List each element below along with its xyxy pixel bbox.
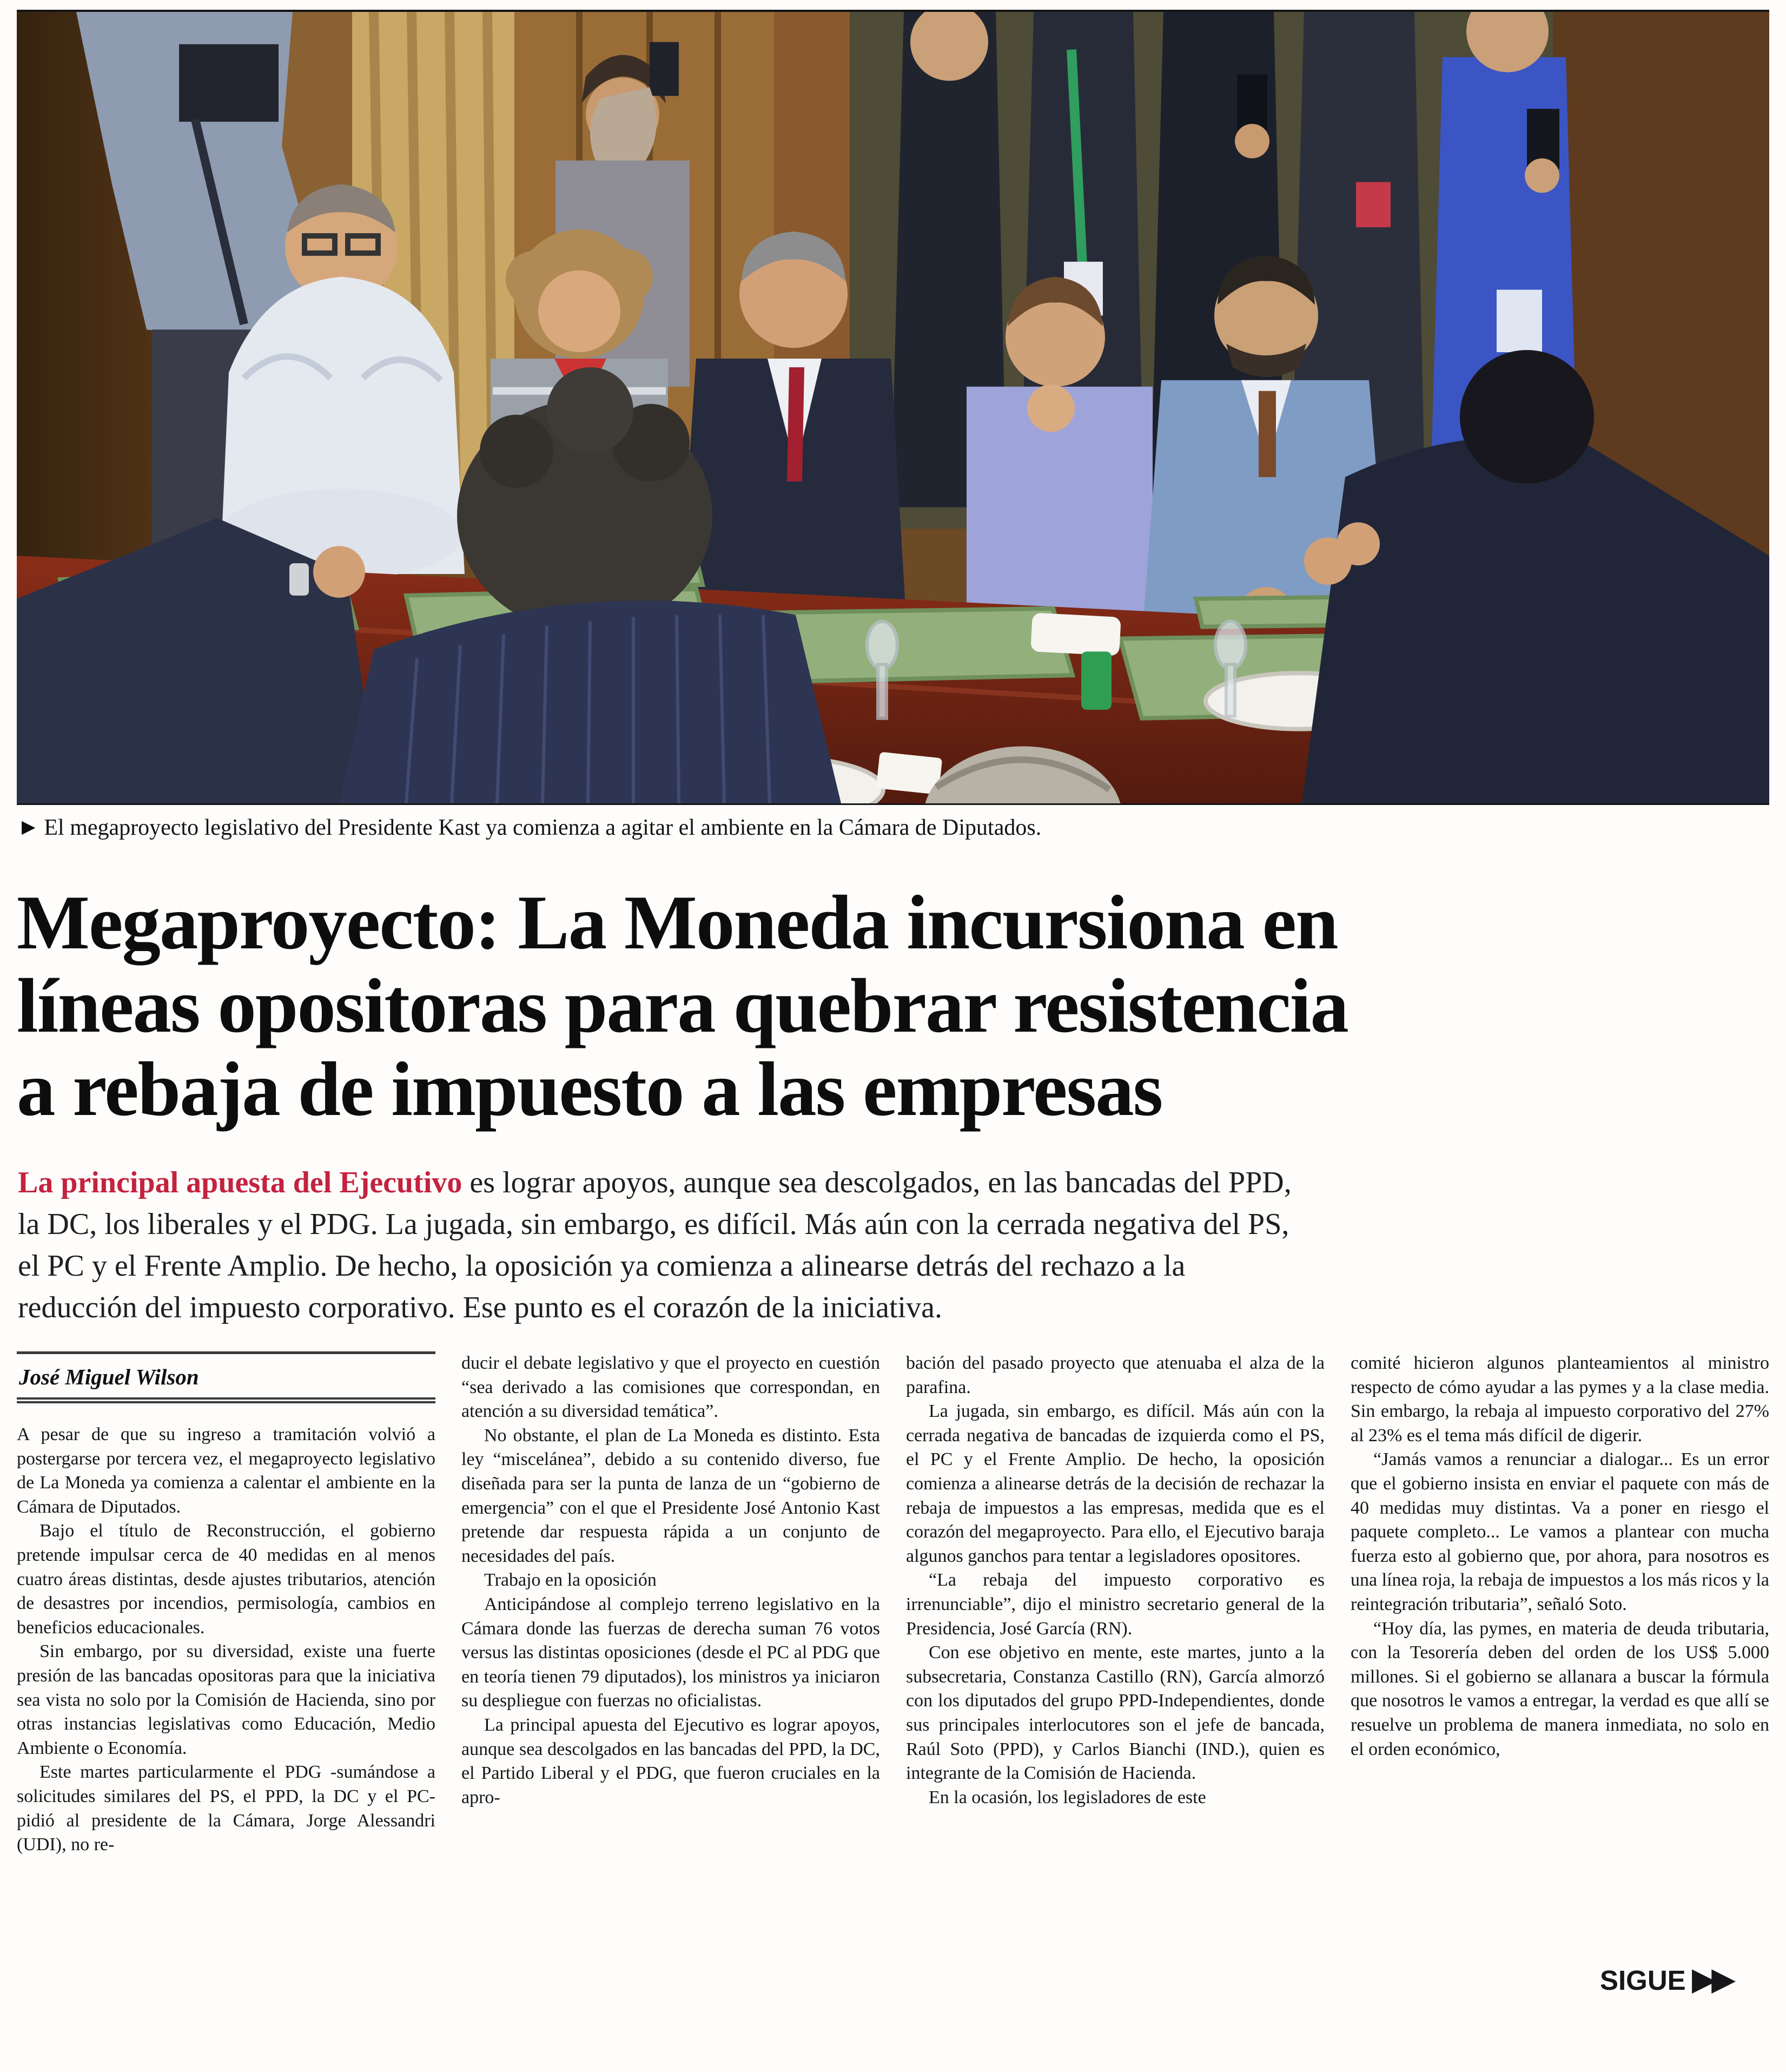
headline-line-2: líneas opositoras para quebrar resistencia xyxy=(17,963,1348,1048)
column-4-text xyxy=(1351,1351,1769,1761)
column-2 xyxy=(461,1351,880,1857)
caption-arrow-icon: ▶ xyxy=(22,817,36,837)
headline-line-3: a rebaja de impuesto a las empresas xyxy=(17,1046,1162,1132)
article-paragraph: “La rebaja del impuesto corporativo es irrenunciable”, dijo el ministro secretario general de la Presidencia, José García (RN). xyxy=(906,1570,1325,1639)
column-1-text xyxy=(17,1423,435,1857)
byline-block xyxy=(17,1351,435,1403)
article-paragraph: La principal apuesta del Ejecutivo es lograr apoyos, aunque sea descolgados en las bancadas del PPD, la DC, el Partido Liberal y el PDG, que fueron cruciales en la apro- xyxy=(461,1714,880,1807)
article-paragraph: “Hoy día, las pymes, en materia de deuda tributaria, con la Tesorería deben del orden de los US$ 5.000 millones. Si el gobierno se allanara a buscar la fórmula que nosotros le vamos a entregar, la verdad es que allí se resuelve un problema de manera inmediata, no solo en el orden económico, xyxy=(1351,1618,1769,1759)
column-3-text xyxy=(906,1351,1325,1810)
photo-caption-text: El megaproyecto legislativo del Presidente Kast ya comienza a agitar el ambiente en la Cámara de Diputados. xyxy=(44,815,1042,840)
article-paragraph: Anticipándose al complejo terreno legislativo en la Cámara donde las fuerzas de derecha suman 76 votos versus las distintas oposiciones (desde el PC al PDG que en teoría tienen 79 diputados), los ministros ya iniciaron su despliegue con fuerzas no oficialistas. xyxy=(461,1594,880,1711)
byline: José Miguel Wilson xyxy=(19,1364,199,1389)
lede-rest: es lograr apoyos, aunque sea descolgados, en las bancadas del PPD, la DC, los liberales y el PDG. La jugada, sin embargo, es difícil. Más aún con la cerrada negativa del PS, el PC y el Frente Amplio. De hecho, la oposición ya comienza a alinearse detrás del rechazo a la reducción del impuesto corporativo. Ese punto es el corazón de la iniciativa. xyxy=(18,1166,1292,1324)
article-paragraph: No obstante, el plan de La Moneda es distinto. Esta ley “miscelánea”, debido a su contenido diverso, fue diseñada para ser la punta de lanza de un “gobierno de emergencia” con el que el Presidente José Antonio Kast pretende dar respuesta rápida a un conjunto de necesidades del país. xyxy=(461,1425,880,1566)
meeting-photo xyxy=(17,10,1769,805)
column-1 xyxy=(17,1351,435,1857)
article-paragraph: Bajo el título de Reconstrucción, el gobierno pretende impulsar cerca de 40 medidas en al menos cuatro áreas distintas, desde ajustes tributarios, atención de desastres por incendios, permisología, cambios en beneficios educacionales. xyxy=(17,1521,435,1638)
continuation-arrows-icon: ▶▶ xyxy=(1692,1962,1732,1996)
article-paragraph: comité hicieron algunos planteamientos al ministro respecto de cómo ayudar a las pymes y a la clase media. Sin embargo, la rebaja al impuesto corporativo del 27% al 23% es el tema más difícil de digerir. xyxy=(1351,1353,1769,1446)
lede-lead-in: La principal apuesta del Ejecutivo xyxy=(18,1166,462,1199)
article-paragraph: A pesar de que su ingreso a tramitación volvió a postergarse por tercera vez, el megaproyecto legislativo de La Moneda ya comienza a calentar el ambiente en la Cámara de Diputados. xyxy=(17,1424,435,1517)
article-paragraph: En la ocasión, los legisladores de este xyxy=(929,1787,1206,1807)
article-lede xyxy=(18,1162,1294,1329)
article-headline xyxy=(17,881,1772,1131)
article-paragraph: ducir el debate legislativo y que el proyecto en cuestión “sea derivado a las comisiones que correspondan, en atención a su diversidad temática”. xyxy=(461,1353,880,1422)
continuation-label: SIGUE xyxy=(1600,1964,1686,1996)
column-4 xyxy=(1351,1351,1769,1857)
article-paragraph: “Jamás vamos a renunciar a dialogar... Es un error que el gobierno insista en enviar el paquete con más de 40 medidas muy distintas. Va a poner en riesgo el paquete completo... Le vamos a plantear con mucha fuerza esto al gobierno que, por ahora, para nosotros es una línea roja, la rebaja de impuestos a los más ricos y la reintegración tributaria”, señaló Soto. xyxy=(1351,1449,1769,1614)
column-2-text xyxy=(461,1351,880,1810)
article-paragraph: bación del pasado proyecto que atenuaba el alza de la parafina. xyxy=(906,1353,1325,1397)
article-columns xyxy=(17,1351,1770,1857)
meeting-photo-illustration xyxy=(17,12,1769,803)
column-3 xyxy=(906,1351,1325,1857)
photo-caption xyxy=(22,815,1752,841)
continuation-marker xyxy=(1600,1963,1731,1997)
article-paragraph: Este martes particularmente el PDG -sumándose a solicitudes similares del PS, el PPD, la DC y el PC- pidió al presidente de la Cámara, Jorge Alessandri (UDI), no re- xyxy=(17,1762,435,1855)
article-paragraph: Con ese objetivo en mente, este martes, junto a la subsecretaria, Constanza Castillo (RN), García almorzó con los diputados del grupo PPD-Independientes, donde sus principales interlocutores son el jefe de bancada, Raúl Soto (PPD), y Carlos Bianchi (IND.), quien es integrante de la Comisión de Hacienda. xyxy=(906,1642,1325,1784)
article-paragraph: La jugada, sin embargo, es difícil. Más aún con la cerrada negativa de bancadas de izquierda como el PS, el PC y el Frente Amplio. De hecho, la oposición comienza a alinearse detrás de la decisión de rechazar la rebaja de impuestos a las empresas, medida que es el corazón del megaproyecto. Para ello, el Ejecutivo baraja algunos ganchos para tentar a legisladores opositores. xyxy=(906,1401,1325,1566)
article-paragraph: Sin embargo, por su diversidad, existe una fuerte presión de las bancadas opositoras para que la iniciativa sea vista no solo por la Comisión de Hacienda, sino por otras instancias legislativas como Educación, Medio Ambiente o Economía. xyxy=(17,1641,435,1758)
article-paragraph: Trabajo en la oposición xyxy=(484,1570,657,1591)
headline-line-1: Megaproyecto: La Moneda incursiona en xyxy=(17,880,1338,965)
